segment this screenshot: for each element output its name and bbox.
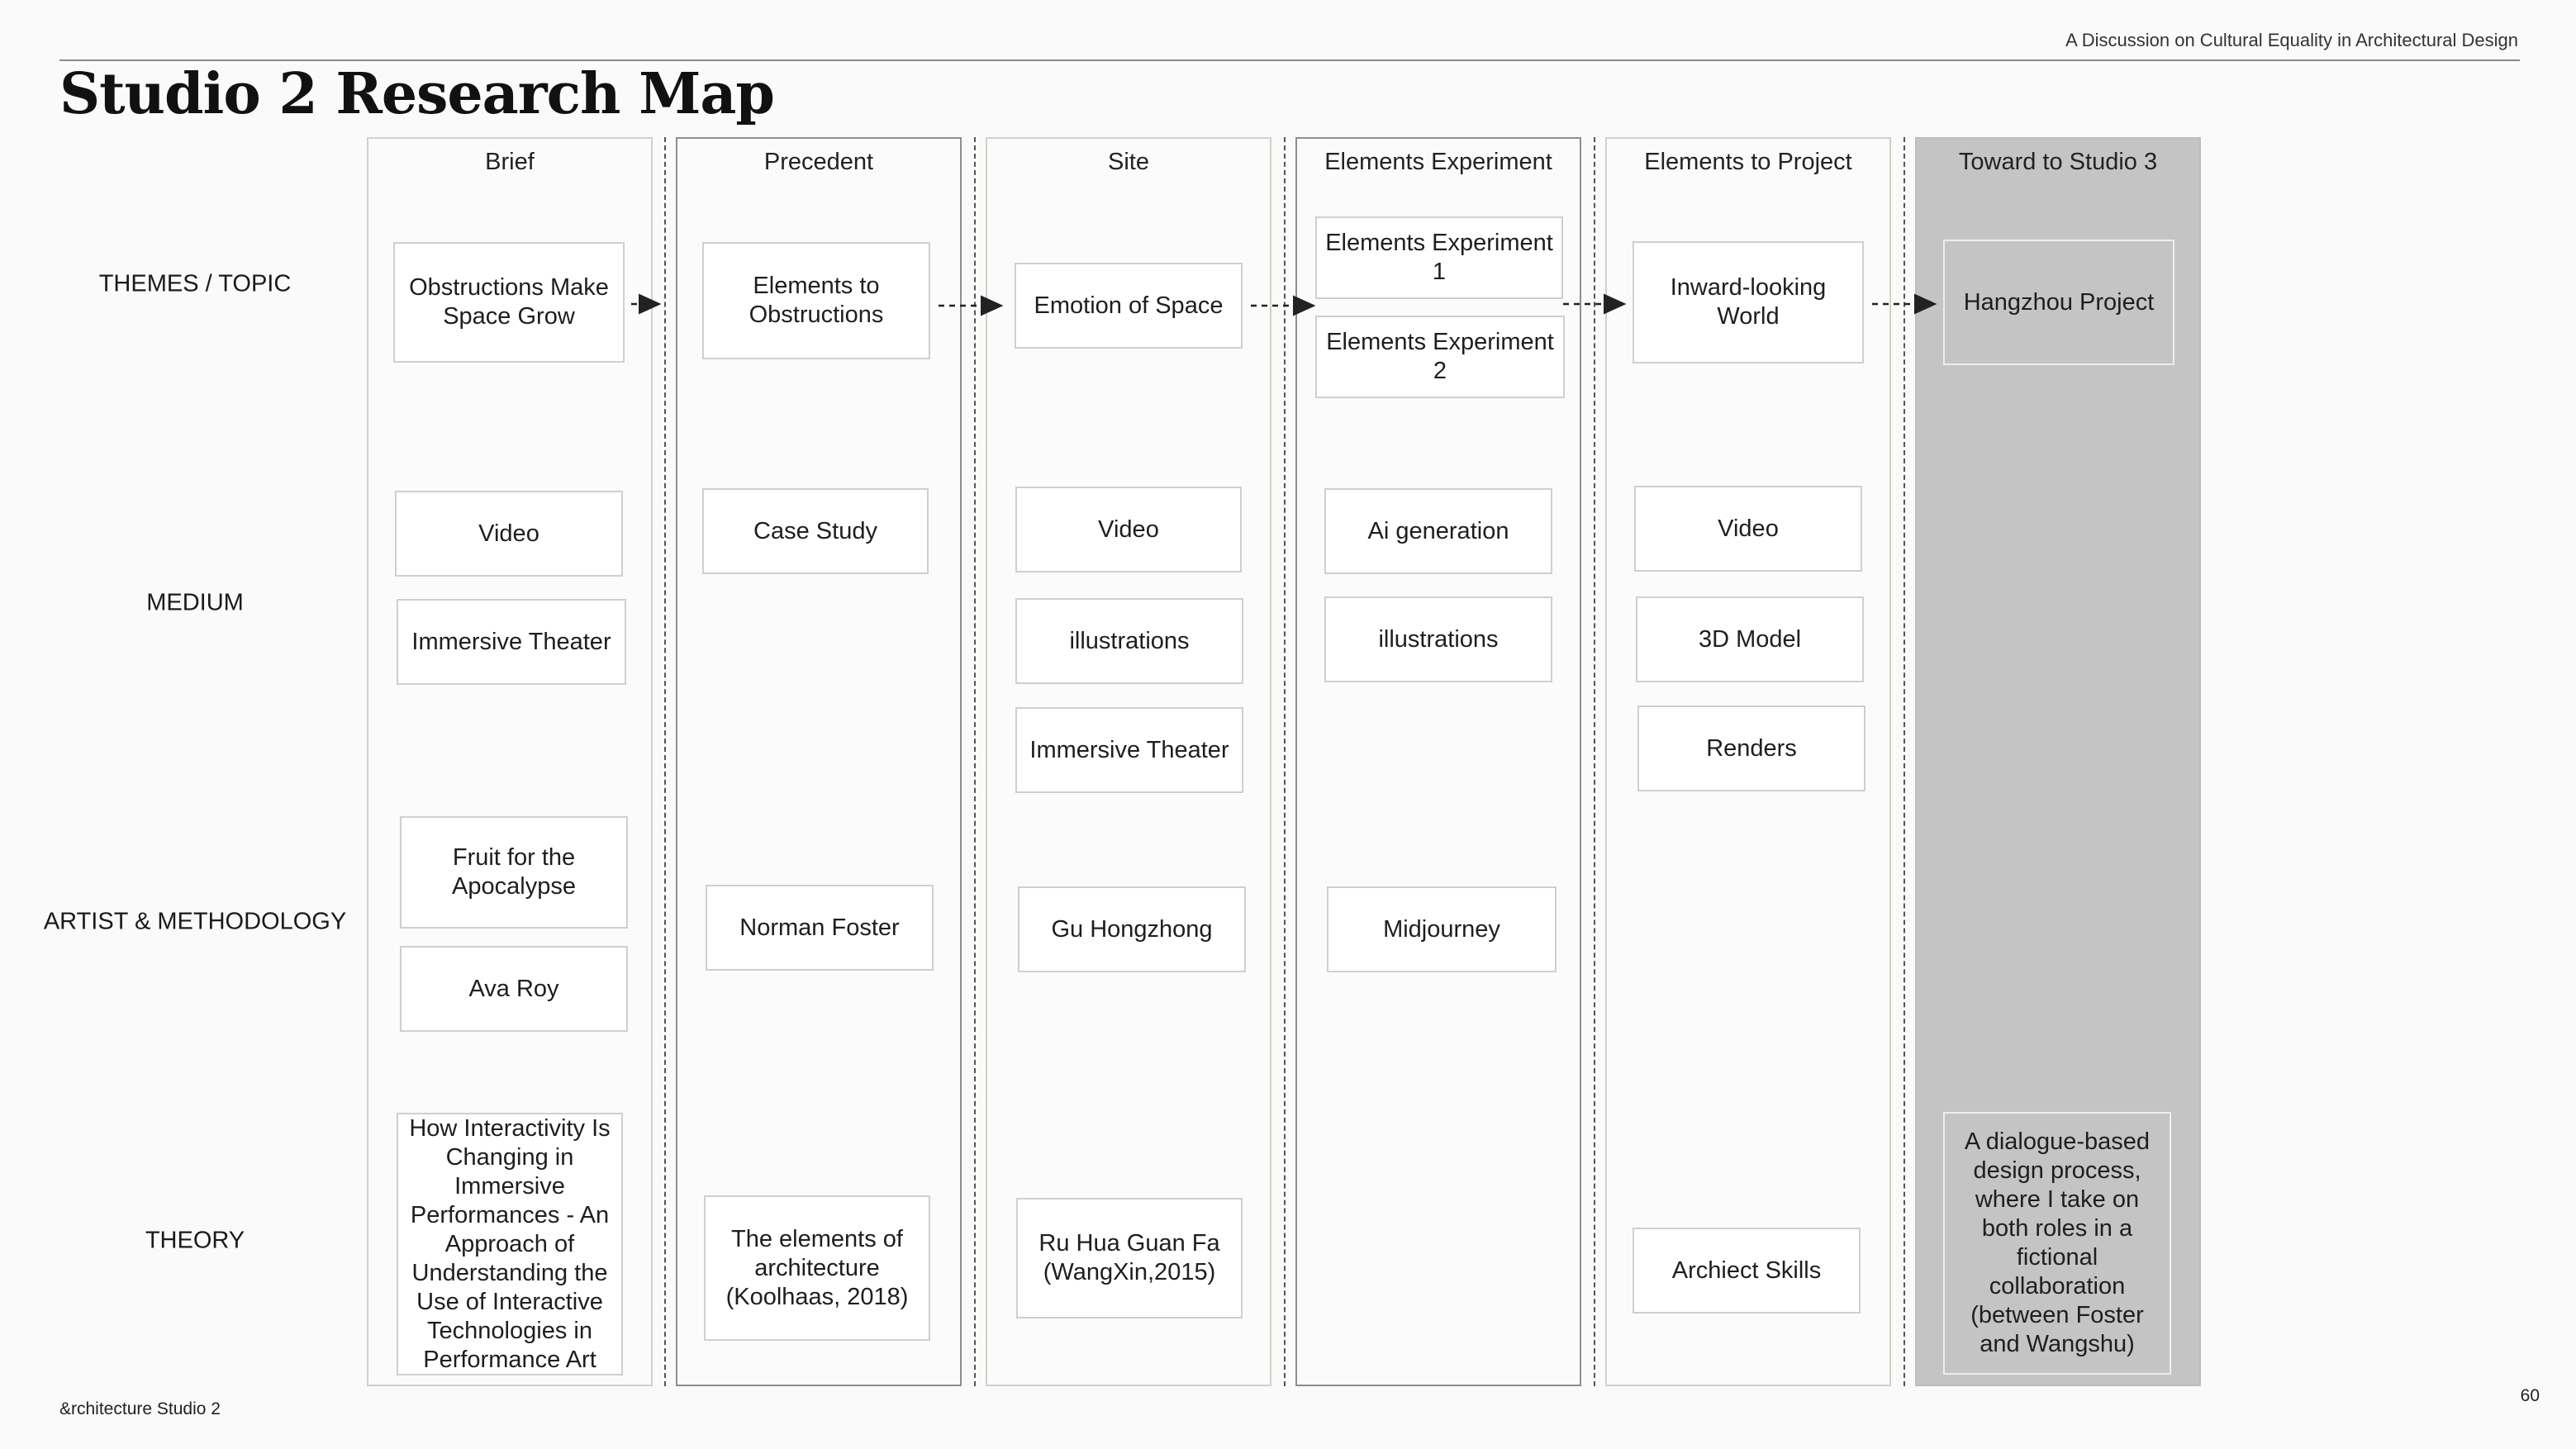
- box-project-themes: Inward-looking World: [1633, 241, 1864, 363]
- box-brief-theory: How Interactivity Is Changing in Immersive Performances - An Approach of Understanding the Use of Interactive Technologies in Performance Art: [397, 1113, 623, 1375]
- page-title: Studio 2 Research Map: [59, 61, 774, 127]
- box-site-themes: Emotion of Space: [1015, 263, 1243, 349]
- box-site-illustrations: illustrations: [1015, 598, 1243, 684]
- box-precedent-theory: The elements of architecture (Koolhaas, 2018): [704, 1195, 930, 1341]
- box-experiment-midjourney: Midjourney: [1327, 886, 1557, 972]
- box-studio3-theory: A dialogue-based design process, where I take on both roles in a fictional collaboration (between Foster and Wangshu): [1943, 1112, 2171, 1375]
- row-label-medium: MEDIUM: [146, 589, 244, 616]
- box-site-theory: Ru Hua Guan Fa (WangXin,2015): [1016, 1198, 1243, 1318]
- box-brief-immersive: Immersive Theater: [397, 599, 626, 685]
- box-site-gu-hongzhong: Gu Hongzhong: [1018, 886, 1246, 972]
- row-label-theory: THEORY: [145, 1227, 245, 1254]
- box-site-video: Video: [1015, 487, 1242, 572]
- row-label-artist: ARTIST & METHODOLOGY: [43, 908, 347, 935]
- box-experiment-1: Elements Experiment 1: [1315, 216, 1563, 299]
- box-project-3d-model: 3D Model: [1636, 596, 1864, 682]
- box-project-renders: Renders: [1637, 705, 1865, 791]
- header-note: A Discussion on Cultural Equality in Architectural Design: [2065, 30, 2518, 50]
- box-studio3-themes: Hangzhou Project: [1943, 240, 2174, 365]
- column-header-precedent: Precedent: [763, 149, 874, 175]
- box-brief-ava-roy: Ava Roy: [400, 946, 628, 1032]
- column-header-elements-experiment: Elements Experiment: [1324, 149, 1552, 175]
- box-brief-themes: Obstructions Make Space Grow: [393, 242, 625, 363]
- footer-studio-name: &rchitecture Studio 2: [59, 1399, 221, 1418]
- column-header-brief: Brief: [485, 149, 535, 175]
- row-label-themes: THEMES / TOPIC: [98, 270, 292, 297]
- box-experiment-ai-generation: Ai generation: [1324, 488, 1552, 574]
- box-project-theory: Archiect Skills: [1633, 1228, 1861, 1314]
- column-header-toward-studio3: Toward to Studio 3: [1958, 149, 2158, 175]
- box-experiment-illustrations: illustrations: [1324, 596, 1552, 682]
- box-site-immersive: Immersive Theater: [1015, 707, 1243, 793]
- box-precedent-norman-foster: Norman Foster: [706, 885, 934, 971]
- box-brief-fruit: Fruit for the Apocalypse: [400, 816, 628, 929]
- box-precedent-themes: Elements to Obstructions: [702, 242, 930, 359]
- box-experiment-2: Elements Experiment 2: [1315, 316, 1565, 398]
- page-number: 60: [2520, 1386, 2540, 1405]
- box-project-video: Video: [1634, 486, 1862, 572]
- box-brief-video: Video: [395, 491, 623, 577]
- box-precedent-case-study: Case Study: [702, 488, 929, 574]
- column-header-site: Site: [1108, 149, 1149, 175]
- column-header-elements-to-project: Elements to Project: [1644, 149, 1852, 175]
